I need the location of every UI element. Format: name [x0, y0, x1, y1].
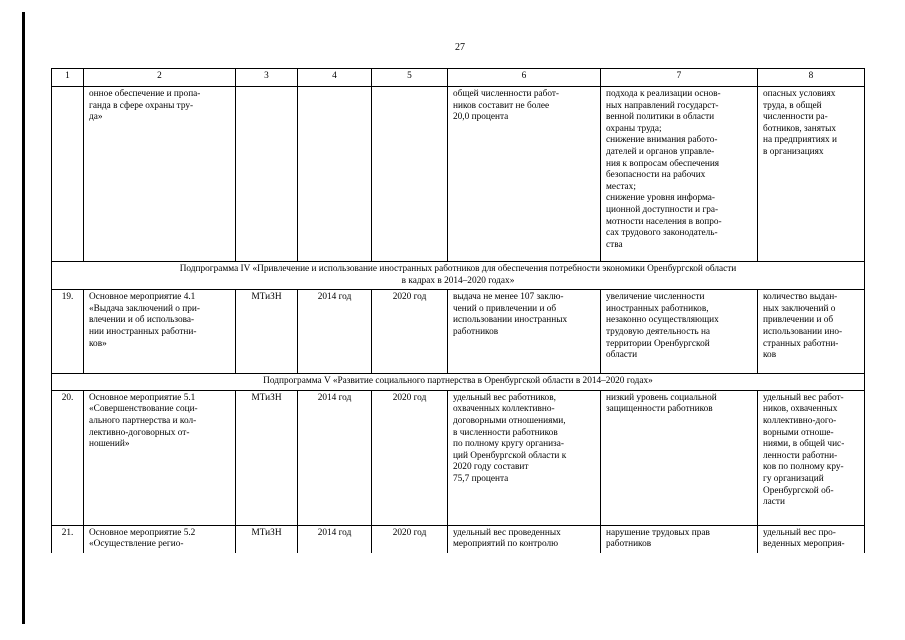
end-year: 2020 год: [372, 525, 448, 553]
table-row-continued: [52, 87, 865, 262]
activity-name: Основное мероприятие 5.1 «Совершенствование соци- ального партнерства и кол- лективно-договорных от- ношений»: [84, 390, 236, 525]
risk-consequence: нарушение трудовых прав работников: [601, 525, 758, 553]
activity-name: онное обеспечение и пропа- ганда в сфере охраны тру- да»: [84, 87, 236, 262]
subprogram-title: Подпрограмма IV «Привлечение и использование иностранных работников для обеспечения потребности экономики Оренбургской области в кадрах в 2014–2020 годах»: [52, 262, 865, 290]
risk-consequence: подхода к реализации основ- ных направлений государст- венной политики в области охраны труда; снижение внимания работо- дателей и органов управле- ния к вопросам обеспечения безопасности на рабочих местах; снижение уровня информа- ционной доступности и гра- мотности населения в вопро- сах трудового законодатель- ства: [601, 87, 758, 262]
target-indicator: удельный вес про- веденных мероприя-: [758, 525, 865, 553]
subprogram-title: Подпрограмма V «Развитие социального партнерства в Оренбургской области в 2014–2020 годах»: [52, 374, 865, 391]
target-indicator: опасных условиях труда, в общей численности ра- ботников, занятых на предприятиях и в организациях: [758, 87, 865, 262]
column-header: 7: [601, 69, 758, 87]
risk-consequence: низкий уровень социальной защищенности работников: [601, 390, 758, 525]
column-header: 2: [84, 69, 236, 87]
start-year: 2014 год: [298, 525, 372, 553]
executor: МТиЗН: [236, 290, 298, 374]
column-header: 5: [372, 69, 448, 87]
page-number: 27: [455, 42, 465, 53]
expected-result: удельный вес проведенных мероприятий по контролю: [448, 525, 601, 553]
table-row-21: [52, 525, 865, 553]
end-year: 2020 год: [372, 290, 448, 374]
table-row-20: [52, 390, 865, 525]
end-year: 2020 год: [372, 390, 448, 525]
target-indicator: количество выдан- ных заключений о привлечении и об использовании ино- странных работни- ков: [758, 290, 865, 374]
expected-result: удельный вес работников, охваченных коллективно- договорными отношениями, в численности работников по полному кругу организа- ций Оренбургской области к 2020 году составит 75,7 процента: [448, 390, 601, 525]
activity-name: Основное мероприятие 5.2 «Осуществление регио-: [84, 525, 236, 553]
risk-consequence: увеличение численности иностранных работников, незаконно осуществляющих трудовую деятельность на территории Оренбургской области: [601, 290, 758, 374]
expected-result: общей численности работ- ников составит не более 20,0 процента: [448, 87, 601, 262]
row-number: 21.: [52, 525, 84, 553]
table-row-19: [52, 290, 865, 374]
row-number: 20.: [52, 390, 84, 525]
expected-result: выдача не менее 107 заклю- чений о привлечении и об использовании иностранных работников: [448, 290, 601, 374]
activity-name: Основное мероприятие 4.1 «Выдача заключений о при- влечении и об использова- нии иностранных работни- ков»: [84, 290, 236, 374]
column-header: 6: [448, 69, 601, 87]
row-number: 19.: [52, 290, 84, 374]
column-header: 4: [298, 69, 372, 87]
column-header: 3: [236, 69, 298, 87]
page-left-edge: [22, 12, 25, 624]
column-header: 8: [758, 69, 865, 87]
subprogram-heading-4: [52, 262, 865, 290]
executor: МТиЗН: [236, 525, 298, 553]
column-header: 1: [52, 69, 84, 87]
executor: МТиЗН: [236, 390, 298, 525]
program-table: [51, 68, 865, 553]
subprogram-heading-5: [52, 374, 865, 391]
start-year: 2014 год: [298, 390, 372, 525]
start-year: 2014 год: [298, 290, 372, 374]
target-indicator: удельный вес работ- ников, охваченных коллективно-дого- ворными отноше- ниями, в общей чис- ленности работни- ков по полному кру- гу организаций Оренбургской об- ласти: [758, 390, 865, 525]
table-header-row: [52, 69, 865, 87]
